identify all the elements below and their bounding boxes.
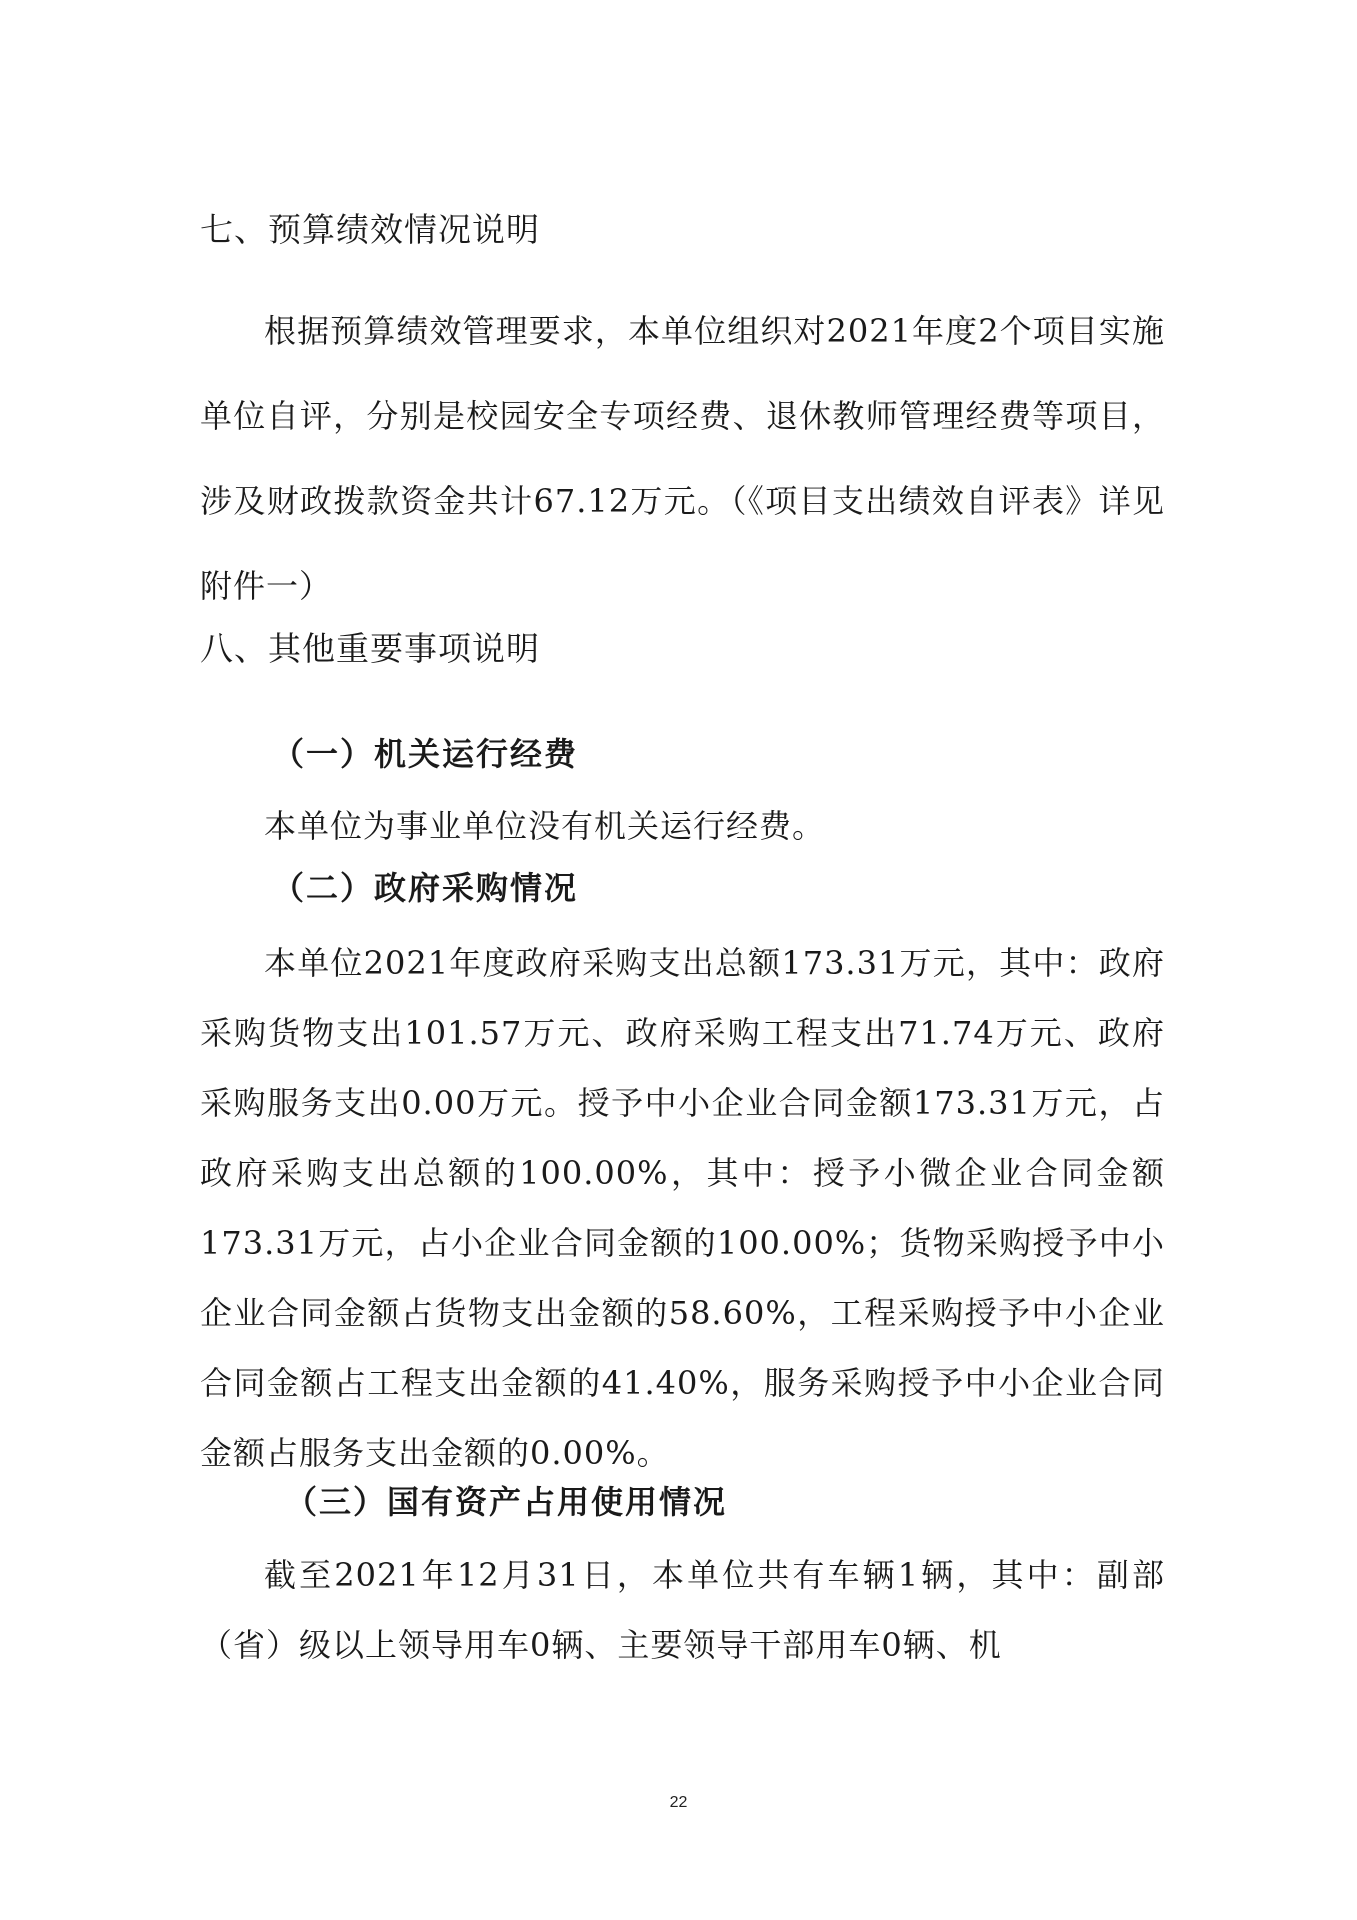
section-8-heading: 八、其他重要事项说明 (200, 629, 540, 668)
subsection-1-heading: （一）机关运行经费 (272, 735, 579, 773)
section-7-heading: 七、预算绩效情况说明 (200, 210, 540, 249)
section-7-paragraph: 根据预算绩效管理要求，本单位组织对2021年度2个项目实施单位自评，分别是校园安全专项经费、退休教师管理经费等项目，涉及财政拨款资金共计67.12万元。（《项目支出绩效自评表》详见附件一） (200, 312, 1165, 605)
subsection-3-heading: （三）国有资产占用使用情况 (285, 1483, 728, 1521)
subsection-2-heading: （二）政府采购情况 (272, 869, 579, 907)
subsection-2-paragraph: 本单位2021年度政府采购支出总额173.31万元，其中：政府采购货物支出101.57万元、政府采购工程支出71.74万元、政府采购服务支出0.00万元。授予中小企业合同金额173.31万元，占政府采购支出总额的100.00%，其中：授予小微企业合同金额173.31万元，占小企业合同金额的100.00%；货物采购授予中小企业合同金额占货物支出金额的58.60%，工程采购授予中小企业合同金额占工程支出金额的41.40%，服务采购授予中小企业合同金额占服务支出金额的0.00%。 (200, 944, 1165, 1472)
subsection-1-paragraph: 本单位为事业单位没有机关运行经费。 (264, 807, 826, 845)
page-number: 22 (669, 1794, 688, 1811)
subsection-3-paragraph: 截至2021年12月31日，本单位共有车辆1辆，其中：副部（省）级以上领导用车0辆、主要领导干部用车0辆、机 (200, 1556, 1165, 1664)
